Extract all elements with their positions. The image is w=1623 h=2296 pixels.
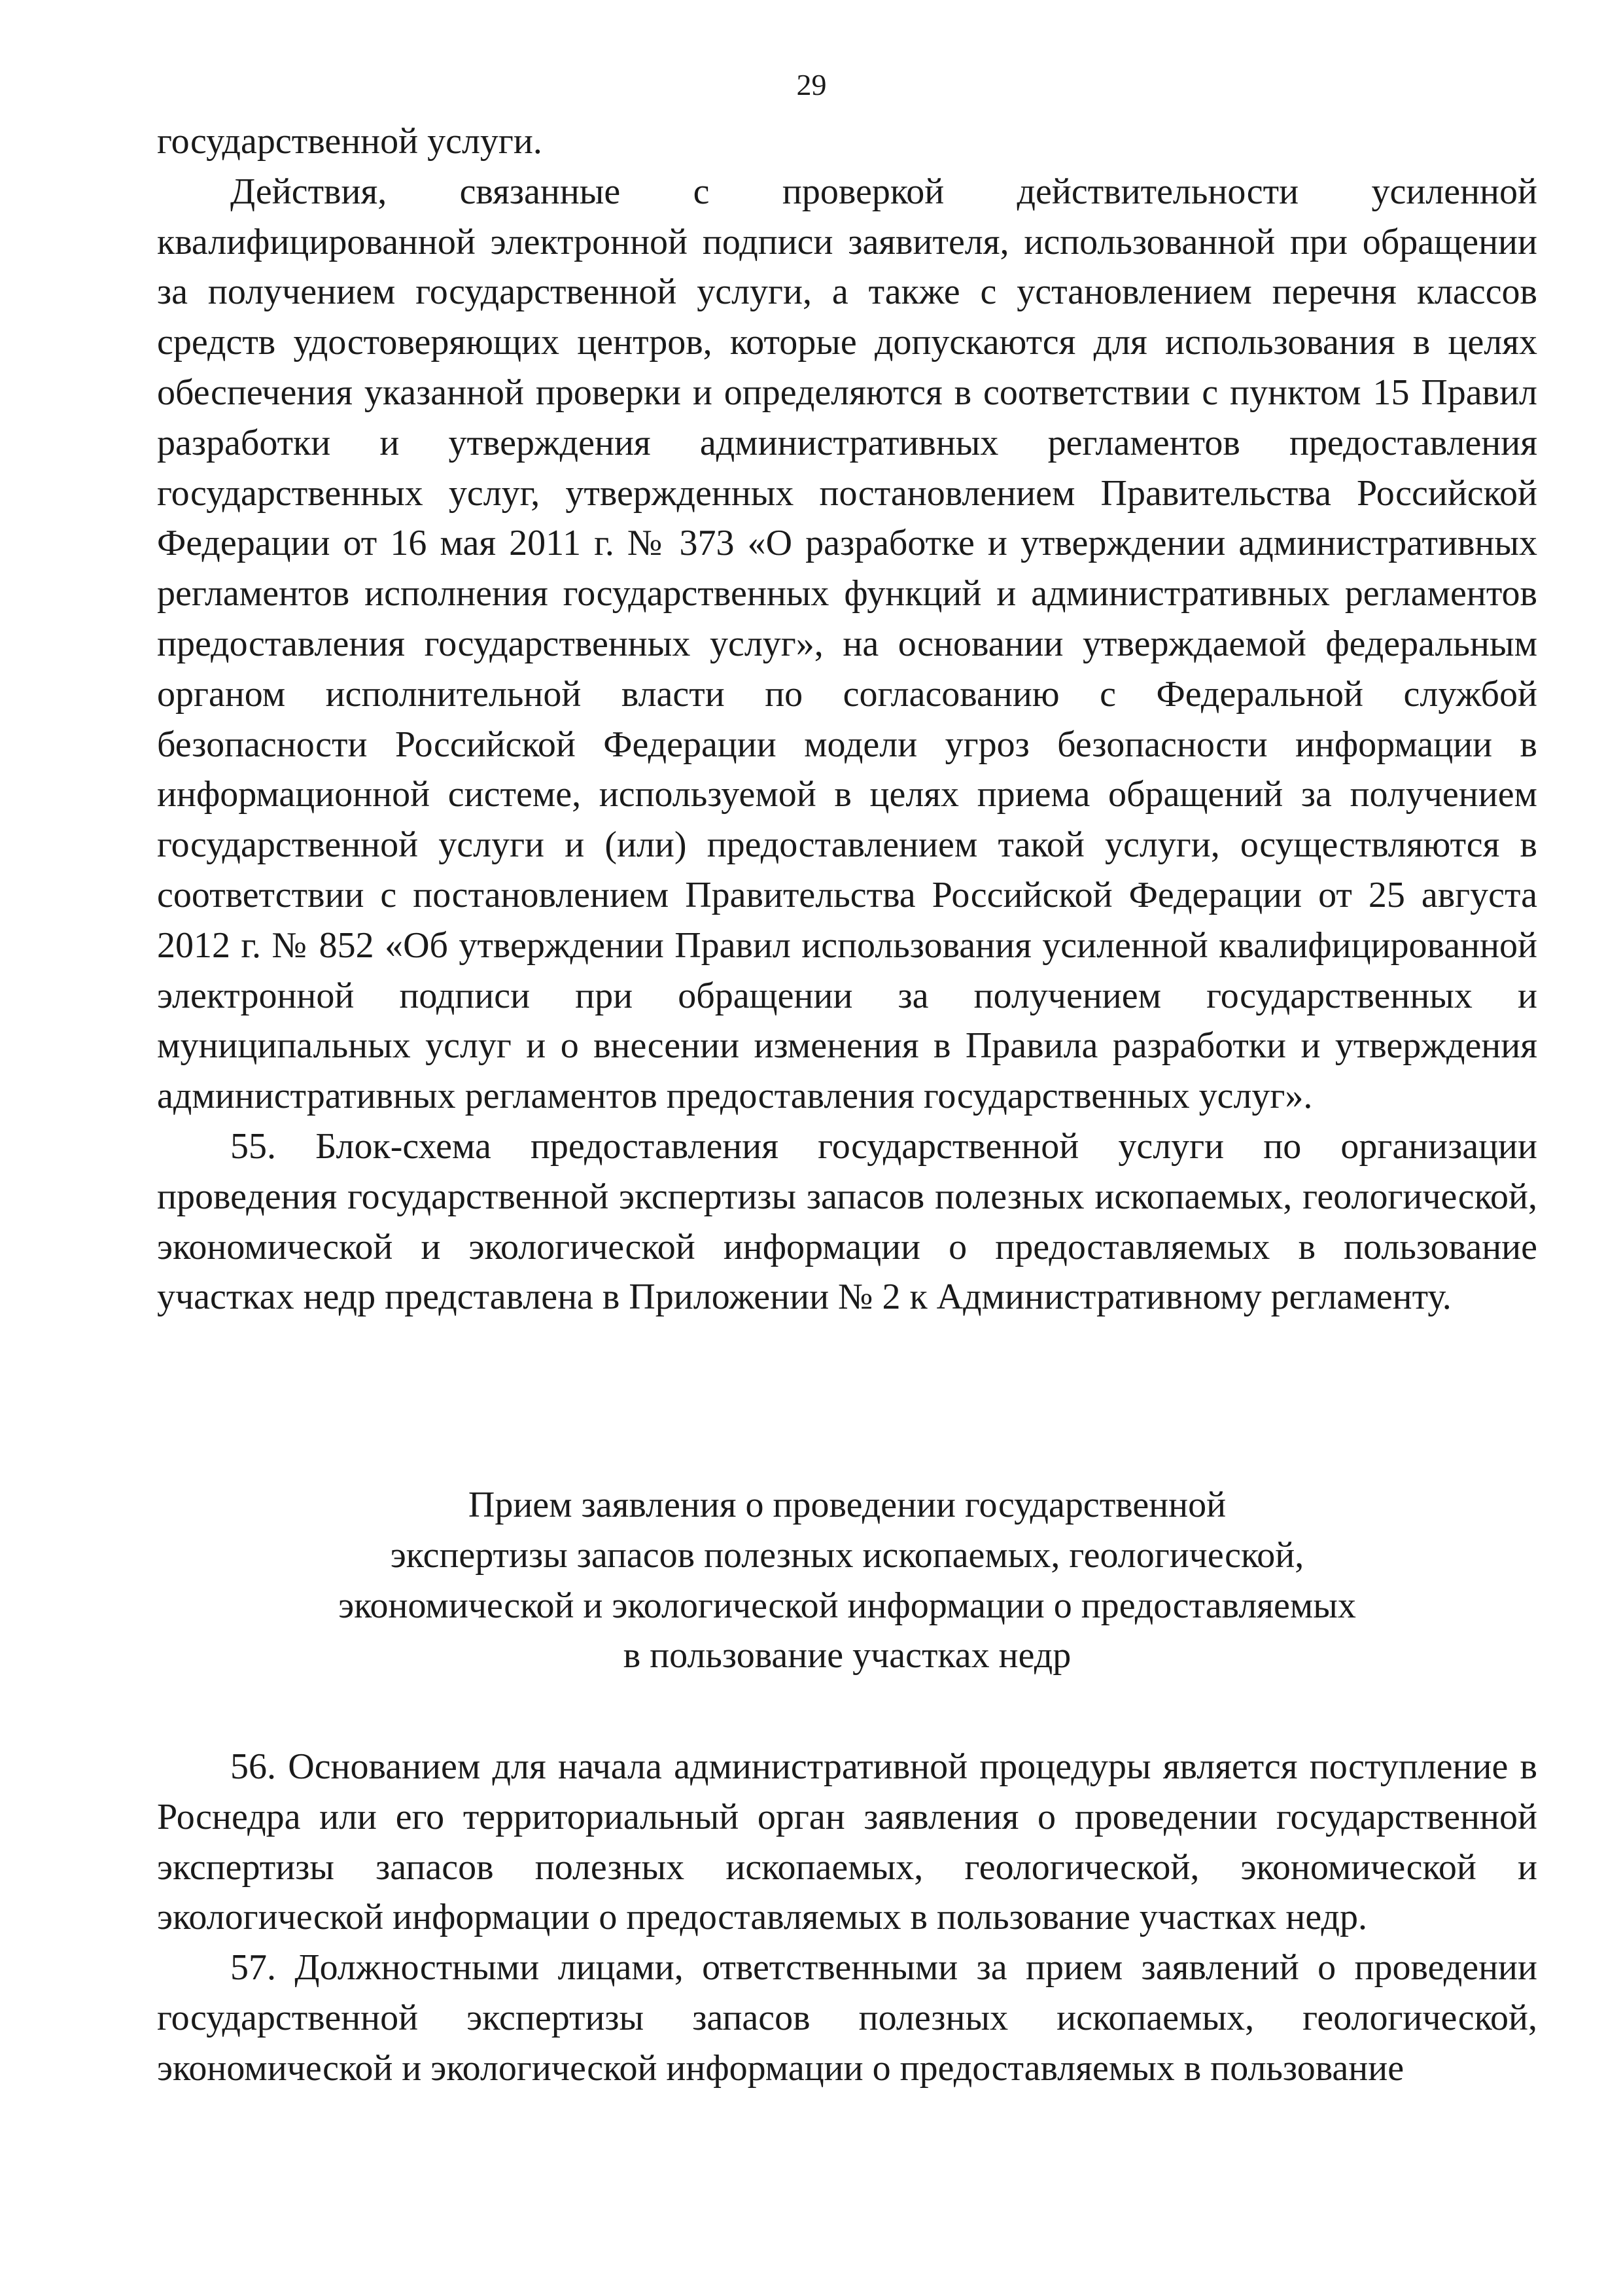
page-number: 29 — [796, 68, 827, 101]
section-heading-line: экспертизы запасов полезных ископаемых, геологической, — [390, 1534, 1304, 1576]
paragraph-56: 56. Основанием для начала административной процедуры является поступление в Роснедра или его территориальный орган заявления о проведении государственной экспертизы запасов полезных ископаемых, геологической, экономической и экологической информации о предоставляемых в пользование участках недр. — [157, 1746, 1537, 1938]
body-text-bottom — [157, 1742, 1537, 2094]
paragraph-57: 57. Должностными лицами, ответственными за прием заявлений о проведении государственной экспертизы запасов полезных ископаемых, геологической, экономической и экологической информации о предоставляемых в пользование — [157, 1947, 1537, 2089]
section-heading-line: в пользование участках недр — [623, 1635, 1072, 1676]
paragraph-continuation: государственной услуги. — [157, 121, 542, 162]
section-heading-line: Прием заявления о проведении государственной — [468, 1485, 1227, 1525]
paragraph-55: 55. Блок-схема предоставления государственной услуги по организации проведения государственной экспертизы запасов полезных ископаемых, геологической, экономической и экологической информации о предоставляемых в пользование участках недр представлена в Приложении № 2 к Административному регламенту. — [157, 1125, 1537, 1318]
section-heading — [157, 1480, 1537, 1681]
section-heading-line: экономической и экологической информации о предоставляемых — [338, 1585, 1356, 1626]
paragraph-digital-signature: Действия, связанные с проверкой действительности усиленной квалифицированной электронной подписи заявителя, использованной при обращении за получением государственной услуги, а также с установлением перечня классов средств удостоверяющих центров, которые допускаются для использования в целях обеспечения указанной проверки и определяются в соответствии с пунктом 15 Правил разработки и утверждения административных регламентов предоставления государственных услуг, утвержденных постановлением Правительства Российской Федерации от 16 мая 2011 г. № 373 «О разработке и утверждении административных регламентов исполнения государственных функций и административных регламентов предоставления государственных услуг», на основании утверждаемой федеральным органом исполнительной власти по согласованию с Федеральной службой безопасности Российской Федерации модели угроз безопасности информации в информационной системе, используемой в целях приема обращений за получением государственной услуги и (или) предоставлением такой услуги, осуществляются в соответствии с постановлением Правительства Российской Федерации от 25 августа 2012 г. № 852 «Об утверждении Правил использования усиленной квалифицированной электронной подписи при обращении за получением государственных и муниципальных услуг и о внесении изменения в Правила разработки и утверждения административных регламентов предоставления государственных услуг». — [157, 171, 1537, 1117]
body-text-top — [157, 116, 1537, 1322]
